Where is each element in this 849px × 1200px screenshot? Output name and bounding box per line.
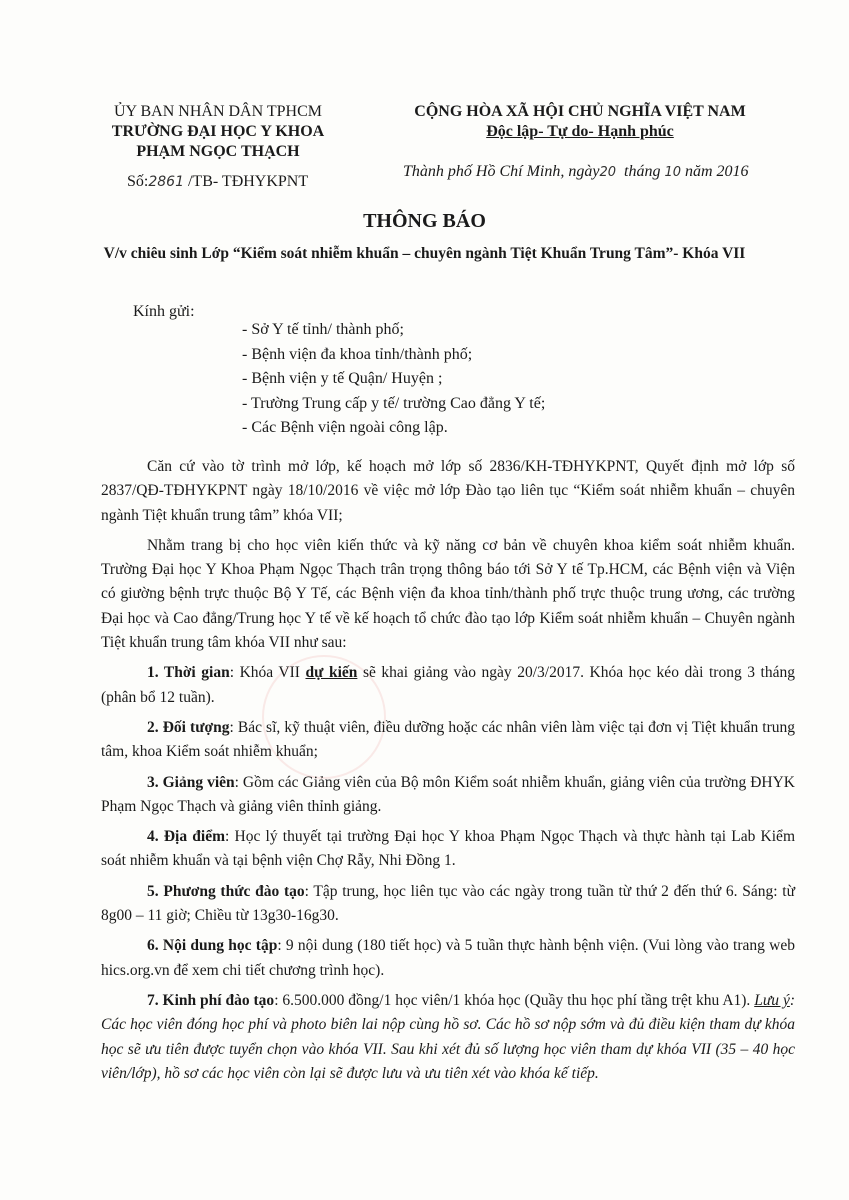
item-lecturers-text: : Gồm các Giảng viên của Bộ môn Kiểm soát nhiễm khuẩn, giảng viên của trường ĐHYK Phạm Ngọc Thạch và giảng viên thỉnh giảng. bbox=[101, 773, 795, 815]
item-time-text-b: sẽ khai giảng vào ngày 20/3/2017. Khóa học kéo dài trong 3 tháng (phân bổ 12 tuần). bbox=[101, 664, 795, 706]
item-method-text: : Tập trung, học liên tục vào các ngày trong tuần từ thứ 2 đến thứ 6. Sáng: từ 8g00 – 11 giờ; Chiều từ 13g30-16g30. bbox=[101, 882, 796, 925]
date-prefix: Thành phố Hồ Chí Minh, ngày bbox=[403, 163, 600, 180]
item-location bbox=[101, 825, 795, 874]
purpose-paragraph: Nhằm trang bị cho học viên kiến thức và kỹ năng cơ bản về chuyên khoa kiểm soát nhiễm khuẩn. Trường Đại học Y Khoa Phạm Ngọc Thạch trân trọng thông báo tới Sở Y tế Tp.HCM, các Bệnh viện và Viện có giường bệnh trực thuộc Bộ Y Tế, các Bệnh viện đa khoa tỉnh/thành phố trực thuộc trung ương, các trường Đại học và Cao đẳng/Trung học Y tế về kế hoạch tổ chức đào tạo lớp Kiểm soát nhiễm khuẩn – Chuyên ngành Tiệt khuẩn trung tâm khóa VII như sau: bbox=[101, 536, 795, 652]
date-day: 20 bbox=[599, 165, 616, 180]
item-lecturers-label: 3. Giảng viên bbox=[147, 773, 235, 791]
item-fee bbox=[101, 989, 795, 1086]
item-lecturers bbox=[101, 771, 795, 820]
ref-prefix: Số: bbox=[127, 173, 149, 190]
item-method bbox=[101, 880, 795, 929]
recipient-list bbox=[242, 318, 545, 441]
national-header bbox=[380, 102, 780, 142]
date-month: 10 bbox=[664, 165, 681, 180]
item-method-label: 5. Phương thức đào tạo bbox=[147, 882, 305, 900]
item-location-label: 4. Địa điểm bbox=[147, 828, 225, 846]
national-motto: Độc lập- Tự do- Hạnh phúc bbox=[486, 123, 674, 140]
issuer-org: ỦY BAN NHÂN DÂN TPHCM bbox=[113, 103, 322, 120]
item-content bbox=[101, 934, 795, 983]
item-time bbox=[101, 661, 795, 710]
document-subject: V/v chiêu sinh Lớp “Kiểm soát nhiễm khuẩn – chuyên ngành Tiệt Khuẩn Trung Tâm”- Khóa VII bbox=[103, 245, 746, 262]
item-audience-text: : Bác sĩ, kỹ thuật viên, điều dưỡng hoặc các nhân viên làm việc tại đơn vị Tiệt khuẩn trung tâm, khoa Kiểm soát nhiễm khuẩn; bbox=[101, 718, 795, 761]
greeting-label: Kính gửi: bbox=[133, 303, 195, 320]
ref-suffix: /TB- TĐHYKPNT bbox=[187, 173, 309, 190]
ref-number: 2861 bbox=[148, 174, 184, 190]
item-time-emphasis: dự kiến bbox=[305, 664, 358, 682]
issue-date bbox=[403, 163, 749, 181]
recipient-item: - Trường Trung cấp y tế/ trường Cao đẳng Y tế; bbox=[242, 394, 546, 412]
nation-name: CỘNG HÒA XÃ HỘI CHỦ NGHĨA VIỆT NAM bbox=[414, 103, 746, 120]
document-reference bbox=[127, 173, 308, 191]
item-fee-text: : 6.500.000 đồng/1 học viên/1 khóa học (Quầy thu học phí tầng trệt khu A1). bbox=[274, 991, 755, 1009]
item-audience bbox=[101, 716, 795, 765]
date-month-label: tháng bbox=[624, 163, 661, 180]
issuer-block bbox=[98, 102, 338, 162]
date-year: năm 2016 bbox=[685, 163, 749, 180]
recipient-item: - Bệnh viện đa khoa tỉnh/thành phố; bbox=[242, 345, 473, 363]
item-location-text: : Học lý thuyết tại trường Đại học Y khoa Phạm Ngọc Thạch và thực hành tại Lab Kiểm soát nhiễm khuẩn và tại bệnh viện Chợ Rẫy, Nhi Đồng 1. bbox=[101, 828, 795, 870]
item-time-label: 1. Thời gian bbox=[147, 664, 230, 682]
item-content-text: : 9 nội dung (180 tiết học) và 5 tuần thực hành bệnh viện. (Vui lòng vào trang web hics.org.vn để xem chi tiết chương trình học). bbox=[101, 937, 795, 979]
recipient-item: - Sở Y tế tỉnh/ thành phố; bbox=[242, 321, 404, 338]
item-audience-label: 2. Đối tượng bbox=[147, 718, 230, 736]
document-body bbox=[101, 455, 795, 1092]
school-name-line2: PHẠM NGỌC THẠCH bbox=[136, 143, 300, 160]
document-title: THÔNG BÁO bbox=[363, 210, 486, 232]
item-fee-label: 7. Kinh phí đào tạo bbox=[147, 991, 275, 1009]
item-fee-note-label: Lưu ý bbox=[754, 991, 790, 1009]
item-fee-note: : Các học viên đóng học phí và photo biên lai nộp cùng hồ sơ. Các hồ sơ nộp sớm và đủ điều kiện tham dự khóa học sẽ ưu tiên được tuyển chọn vào khóa VII. Sau khi xét đủ số lượng học viên tham dự khóa VII (35 – 40 học viên/lớp), hồ sơ các học viên còn lại sẽ được lưu và ưu tiên xét vào khóa kế tiếp. bbox=[101, 991, 796, 1082]
recipient-item: - Các Bệnh viện ngoài công lập. bbox=[242, 419, 448, 436]
basis-paragraph: Căn cứ vào tờ trình mở lớp, kế hoạch mở lớp số 2836/KH-TĐHYKPNT, Quyết định mở lớp số 2837/QĐ-TĐHYKPNT ngày 18/10/2016 về việc mở lớp Đào tạo liên tục “Kiểm soát nhiễm khuẩn – chuyên ngành Tiệt khuẩn trung tâm” khóa VII; bbox=[101, 458, 795, 524]
school-name-line1: TRƯỜNG ĐẠI HỌC Y KHOA bbox=[111, 123, 325, 140]
item-time-text-a: : Khóa VII bbox=[229, 664, 306, 682]
item-content-label: 6. Nội dung học tập bbox=[147, 937, 278, 955]
recipient-item: - Bệnh viện y tế Quận/ Huyện ; bbox=[242, 370, 443, 387]
